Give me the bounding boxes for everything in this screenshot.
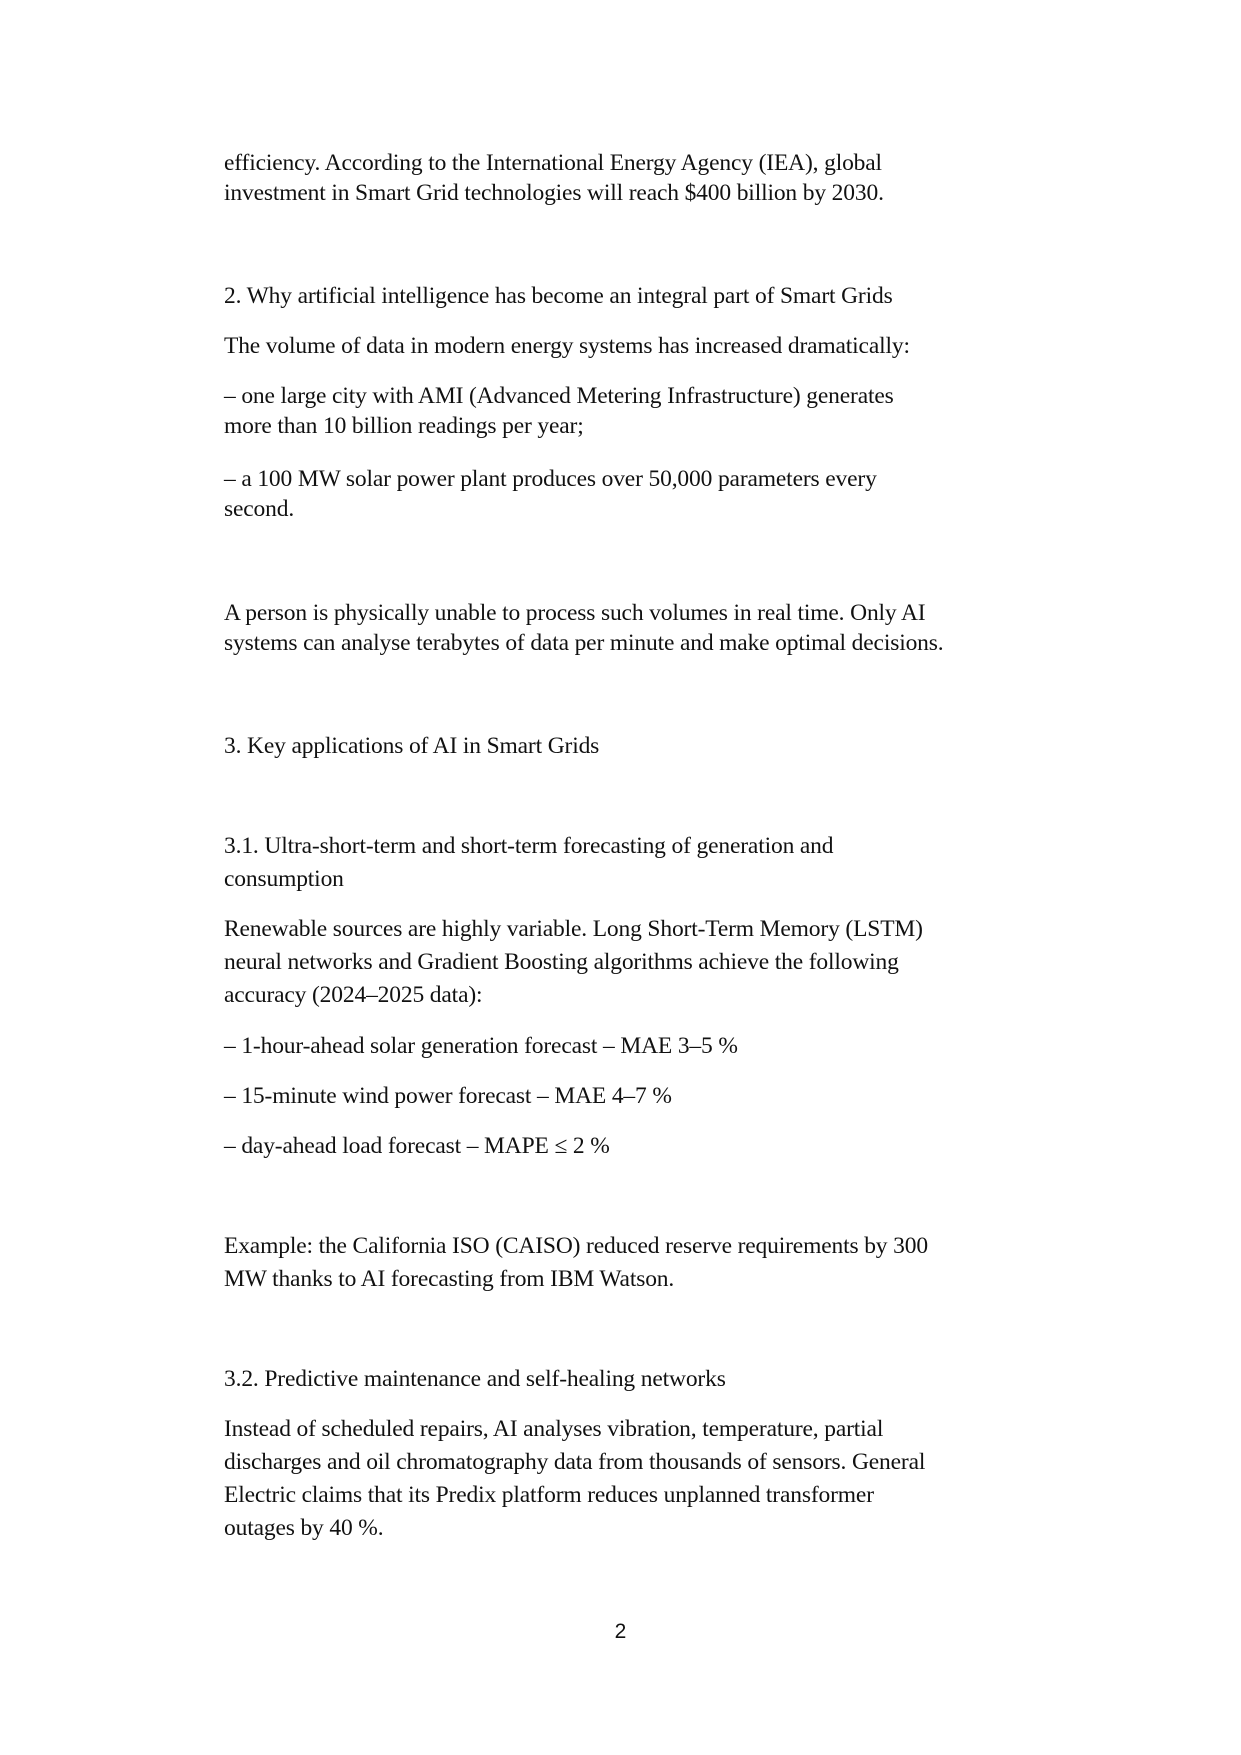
subsection-3-2-body-line-3: Electric claims that its Predix platform reduces unplanned transformer [224,1482,874,1508]
subsection-3-2-body-line-1: Instead of scheduled repairs, AI analyses vibration, temperature, partial [224,1416,884,1442]
intro-line-2: investment in Smart Grid technologies will reach $400 billion by 2030. [224,180,884,206]
section-3-heading: 3. Key applications of AI in Smart Grids [224,733,600,759]
bullet-ami-line-2: more than 10 billion readings per year; [224,413,584,439]
bullet-solar-line-2: second. [224,496,295,522]
section-2-lead: The volume of data in modern energy systems has increased dramatically: [224,333,910,359]
example-line-1: Example: the California ISO (CAISO) reduced reserve requirements by 300 [224,1233,928,1259]
subsection-3-1-heading-line-2: consumption [224,866,344,892]
subsection-3-2-body-line-4: outages by 40 %. [224,1515,384,1541]
forecast-bullet-load: – day-ahead load forecast – MAPE ≤ 2 % [224,1133,610,1159]
subsection-3-2-body-line-2: discharges and oil chromatography data from thousands of sensors. General [224,1449,926,1475]
page-number: 2 [614,1620,627,1643]
example-line-2: MW thanks to AI forecasting from IBM Watson. [224,1266,675,1292]
forecast-bullet-wind: – 15-minute wind power forecast – MAE 4–7 % [224,1083,672,1109]
subsection-3-2-heading: 3.2. Predictive maintenance and self-healing networks [224,1366,726,1392]
forecast-bullet-solar: – 1-hour-ahead solar generation forecast – MAE 3–5 % [224,1033,738,1059]
subsection-3-1-heading-line-1: 3.1. Ultra-short-term and short-term forecasting of generation and [224,833,834,859]
subsection-3-1-body-line-3: accuracy (2024–2025 data): [224,982,483,1008]
conclusion-line-2: systems can analyse terabytes of data per minute and make optimal decisions. [224,630,944,656]
subsection-3-1-body-line-2: neural networks and Gradient Boosting algorithms achieve the following [224,949,899,975]
conclusion-line-1: A person is physically unable to process such volumes in real time. Only AI [224,600,926,626]
intro-line-1: efficiency. According to the International Energy Agency (IEA), global [224,150,882,176]
bullet-ami-line-1: – one large city with AMI (Advanced Metering Infrastructure) generates [224,383,894,409]
section-2-heading: 2. Why artificial intelligence has become an integral part of Smart Grids [224,283,893,309]
bullet-solar-line-1: – a 100 MW solar power plant produces over 50,000 parameters every [224,466,877,492]
subsection-3-1-body-line-1: Renewable sources are highly variable. Long Short-Term Memory (LSTM) [224,916,923,942]
